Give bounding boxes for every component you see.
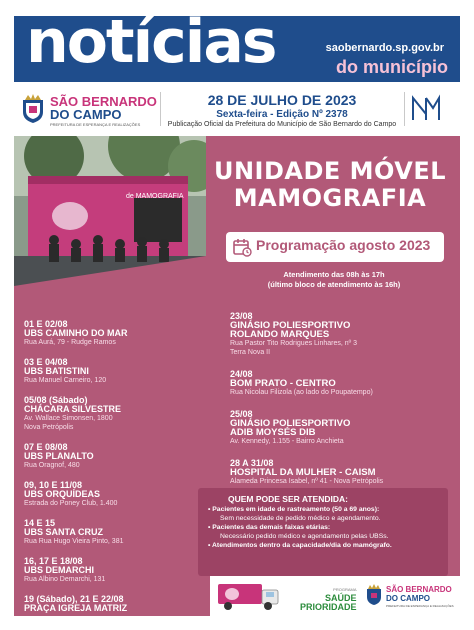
program-label: Programação agosto 2023: [256, 237, 431, 253]
schedule-entry: [24, 519, 224, 546]
schedule-entry: [24, 557, 224, 584]
entry-place: UBS BATISTINI: [24, 366, 89, 376]
entry-place: UBS SANTA CRUZ: [24, 527, 103, 537]
city-logo-name: [50, 95, 157, 121]
nm-logo-icon: [410, 94, 442, 124]
schedule-left: [24, 320, 224, 624]
eligibility-title: QUEM PODE SER ATENDIDA:: [228, 494, 348, 504]
entry-date: 05/08 (Sábado): [24, 395, 88, 405]
entry-date: 25/08: [230, 409, 253, 419]
schedule-entry: [230, 459, 456, 486]
entry-address: Rua Aurá, 79 - Rudge Ramos: [24, 339, 116, 346]
city-crest-icon: [20, 94, 46, 124]
eligibility-item: • Atendimentos dentro da capacidade/dia do mamógrafo.: [208, 542, 392, 549]
footer-city-line2: DO CAMPO: [386, 594, 430, 603]
entry-address: Alameda Princesa Isabel, nº 41 - Nova Petrópolis: [230, 478, 384, 485]
hours-line1: Atendimento das 08h às 17h: [283, 270, 385, 279]
calendar-icon: [232, 237, 252, 257]
issue-date: 28 DE JULHO DE 2023: [207, 92, 357, 108]
schedule-entry: [230, 312, 456, 357]
entry-place: CHÁCARA SILVESTRE: [24, 404, 122, 414]
entry-date: 09, 10 E 11/08: [24, 480, 83, 490]
footer-city-line1: SÃO BERNARDO: [386, 585, 452, 594]
entry-address: Av. Wallace Simonsen, 1800: [24, 415, 113, 422]
feature-panel: [14, 136, 460, 616]
eligibility-item: • Pacientes das demais faixas etárias:: [208, 524, 331, 531]
eligibility-item: • Pacientes em idade de rastreamento (50 a 69 anos):: [208, 506, 380, 513]
saude-program: PROGRAMA: [333, 587, 357, 592]
entry-address: Rua Oragnof, 480: [24, 462, 80, 469]
entry-place: GINÁSIO POLIESPORTIVO: [230, 320, 351, 331]
footer-city-tagline: PREFEITURA DE ESPERANÇA E REALIZAÇÕES: [386, 604, 454, 608]
city-logo-tagline: PREFEITURA DE ESPERANÇA E REALIZAÇÕES: [50, 122, 141, 127]
issue-edition: Sexta-feira - Edição Nº 2378: [216, 109, 348, 120]
headline-line1: UNIDADE MÓVEL: [213, 157, 447, 185]
entry-address: Terra Nova II: [230, 349, 271, 356]
entry-date: 07 E 08/08: [24, 442, 68, 452]
saude-prioridade-logo: [300, 585, 357, 612]
schedule-entry: [24, 320, 224, 347]
entry-place: UBS CAMINHO DO MAR: [24, 328, 128, 338]
entry-place: PRAÇA IGREJA MATRIZ: [24, 603, 128, 613]
truck-brand: de MAMOGRAFIA: [126, 193, 184, 200]
schedule-entry: [24, 396, 224, 432]
entry-date: 19 (Sábado), 21 E 22/08: [24, 594, 124, 604]
masthead-subtitle: do município: [336, 57, 448, 77]
city-logo-line1: SÃO BERNARDO: [50, 94, 157, 109]
entry-place: GINÁSIO POLIESPORTIVO: [230, 418, 351, 429]
eligibility-box: [198, 488, 448, 576]
divider: [404, 92, 405, 126]
entry-place: UBS PLANALTO: [24, 451, 94, 461]
entry-date: 16, 17 E 18/08: [24, 556, 83, 566]
mammography-truck-icon: [216, 580, 282, 612]
site-url[interactable]: saobernardo.sp.gov.br: [325, 42, 444, 54]
saude-line2: PRIORIDADE: [300, 602, 357, 612]
entry-date: 28 A 31/08: [230, 458, 274, 468]
entry-address: Av. Kennedy, 1.155 - Bairro Anchieta: [230, 438, 344, 445]
entry-address: Rua Rua Hugo Vieira Pinto, 381: [24, 538, 124, 545]
schedule-right: [230, 312, 456, 499]
city-logo: [20, 92, 160, 128]
entry-address: Rua Nicolau Filizola (ao lado do Poupatempo): [230, 389, 373, 396]
entry-address: Rua Pastor Tito Rodrigues Linhares, nº 3: [230, 340, 358, 347]
entry-place: ROLANDO MARQUES: [230, 329, 330, 340]
entry-date: 03 E 04/08: [24, 357, 68, 367]
entry-address: Rua Manuel Carneiro, 120: [24, 377, 107, 384]
schedule-entry: [24, 358, 224, 385]
service-hours: [216, 270, 452, 290]
publication-line: Publicação Oficial da Prefeitura do Município de São Bernardo do Campo: [167, 121, 397, 128]
hours-line2: (último bloco de atendimento às 16h): [267, 280, 401, 289]
divider: [160, 92, 161, 126]
dateline: [162, 92, 402, 128]
mobile-unit-photo: [14, 136, 206, 302]
city-logo-line2: DO CAMPO: [50, 107, 122, 122]
saude-line1: SAÚDE: [325, 593, 357, 603]
city-crest-icon: [366, 584, 382, 606]
masthead-title: notícias: [26, 7, 276, 77]
feature-headline: [210, 158, 450, 212]
entry-date: 23/08: [230, 311, 253, 321]
eligibility-item: Necessário pedido médico e agendamento pelas UBSs.: [220, 533, 389, 540]
entry-place: HOSPITAL DA MULHER - CAISM: [230, 467, 376, 478]
eligibility-item: Sem necessidade de pedido médico e agendamento.: [220, 515, 381, 522]
masthead: [0, 0, 474, 86]
entry-date: 14 E 15: [24, 518, 56, 528]
entry-place: BOM PRATO - CENTRO: [230, 378, 336, 389]
entry-address: Rua Albino Demarchi, 131: [24, 576, 106, 583]
headline-line2: MAMOGRAFIA: [233, 184, 427, 212]
schedule-entry: [24, 443, 224, 470]
schedule-entry: [230, 410, 456, 446]
schedule-entry: [24, 481, 224, 508]
entry-place: UBS DEMARCHI: [24, 565, 95, 575]
entry-place: ADIB MOYSÉS DIB: [230, 427, 316, 438]
program-banner: [226, 232, 444, 262]
entry-address: Nova Petrópolis: [24, 424, 74, 431]
schedule-entry: [230, 370, 456, 397]
entry-place: UBS ORQUÍDEAS: [24, 489, 101, 499]
entry-date: 24/08: [230, 369, 253, 379]
eligibility-list: [208, 505, 446, 550]
entry-address: Estrada do Poney Club, 1.400: [24, 500, 118, 507]
schedule-entry: [24, 595, 224, 613]
footer-city-name: [386, 585, 452, 603]
entry-date: 01 E 02/08: [24, 319, 68, 329]
footer-city-logo: [366, 584, 456, 610]
footer-logos: [210, 576, 460, 616]
